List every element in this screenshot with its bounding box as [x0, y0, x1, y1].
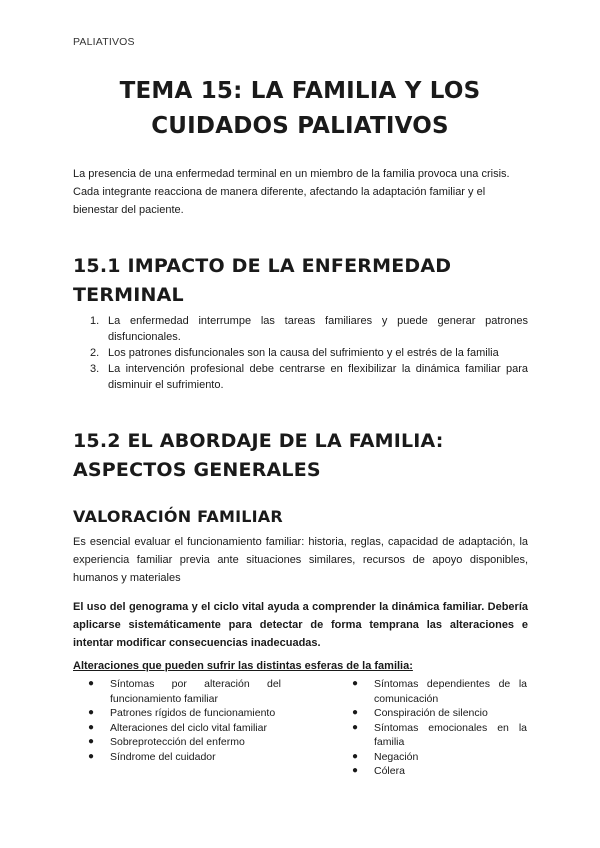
impact-list [73, 313, 528, 393]
valoracion-paragraph: Es esencial evaluar el funcionamiento familiar: historia, reglas, capacidad de adaptación, la experiencia familiar previa ante situaciones similares, recursos de apoyo disponibles, humanos y materiales [73, 536, 528, 584]
list-item [337, 677, 527, 706]
bullet-icon: ● [88, 678, 95, 689]
list-item-text: Negación [374, 750, 419, 763]
list-item [73, 735, 281, 750]
list-item-text: Sobreprotección del enfermo [110, 736, 245, 748]
list-item-text: Conspiración de silencio [374, 707, 488, 719]
list-item [337, 721, 527, 750]
list-item-text: Síntomas emocionales en la familia [374, 721, 527, 748]
page-title: TEMA 15: LA FAMILIA Y LOS CUIDADOS PALIATIVOS [119, 78, 481, 139]
section-2-heading: 15.2 EL ABORDAJE DE LA FAMILIA: ASPECTOS GENERALES [73, 430, 444, 481]
bullet-icon: ● [88, 707, 95, 718]
list-item-text: Síntomas por alteración del funcionamiento familiar [110, 678, 281, 705]
list-item-text: Síndrome del cuidador [110, 750, 216, 763]
valoracion-subheading: VALORACIÓN FAMILIAR [73, 507, 283, 526]
list-item [73, 706, 281, 721]
alteraciones-list-left [73, 677, 281, 764]
list-item-text: Síntomas dependientes de la comunicación [374, 678, 527, 705]
list-item-text: Patrones rígidos de funcionamiento [110, 707, 276, 719]
bullet-icon: ● [88, 736, 95, 747]
alteraciones-heading: Alteraciones que pueden sufrir las distintas esferas de la familia: [73, 660, 413, 672]
bullet-icon: ● [352, 750, 359, 762]
list-item-text: Los patrones disfuncionales son la causa del sufrimiento y el estrés de la familia [108, 347, 499, 359]
list-item-text: Alteraciones del ciclo vital familiar [110, 721, 267, 734]
list-item [73, 677, 281, 706]
list-item [73, 721, 281, 736]
list-number: 1. [90, 315, 100, 327]
alteraciones-list-right [337, 677, 527, 779]
list-item [73, 750, 281, 765]
list-number: 3. [90, 363, 100, 375]
list-item-text: La intervención profesional debe centrarse en flexibilizar la dinámica familiar para disminuir el sufrimiento. [108, 363, 528, 391]
list-item-text: La enfermedad interrumpe las tareas familiares y puede generar patrones disfuncionales. [108, 315, 528, 343]
list-item [337, 750, 527, 765]
list-item [73, 345, 528, 361]
list-item-text: Cólera [374, 765, 405, 777]
bullet-icon: ● [352, 721, 359, 733]
list-item [337, 764, 527, 779]
list-item [73, 361, 528, 393]
bullet-icon: ● [88, 750, 95, 762]
genograma-paragraph: El uso del genograma y el ciclo vital ayuda a comprender la dinámica familiar. Debería aplicarse sistemáticamente para detectar de forma temprana las alteraciones e intentar modificar consecuencias inadecuadas. [73, 601, 528, 649]
list-number: 2. [90, 347, 100, 359]
intro-paragraph: La presencia de una enfermedad terminal en un miembro de la familia provoca una crisis. Cada integrante reacciona de manera diferente, afectando la adaptación familiar y el bienestar del paciente. [73, 168, 510, 216]
bullet-icon: ● [352, 707, 359, 718]
running-header: PALIATIVOS [73, 36, 135, 48]
bullet-icon: ● [352, 765, 359, 776]
bullet-icon: ● [352, 678, 359, 689]
bullet-icon: ● [88, 721, 95, 733]
list-item [73, 313, 528, 345]
section-1-heading: 15.1 IMPACTO DE LA ENFERMEDAD TERMINAL [73, 255, 452, 306]
list-item [337, 706, 527, 721]
